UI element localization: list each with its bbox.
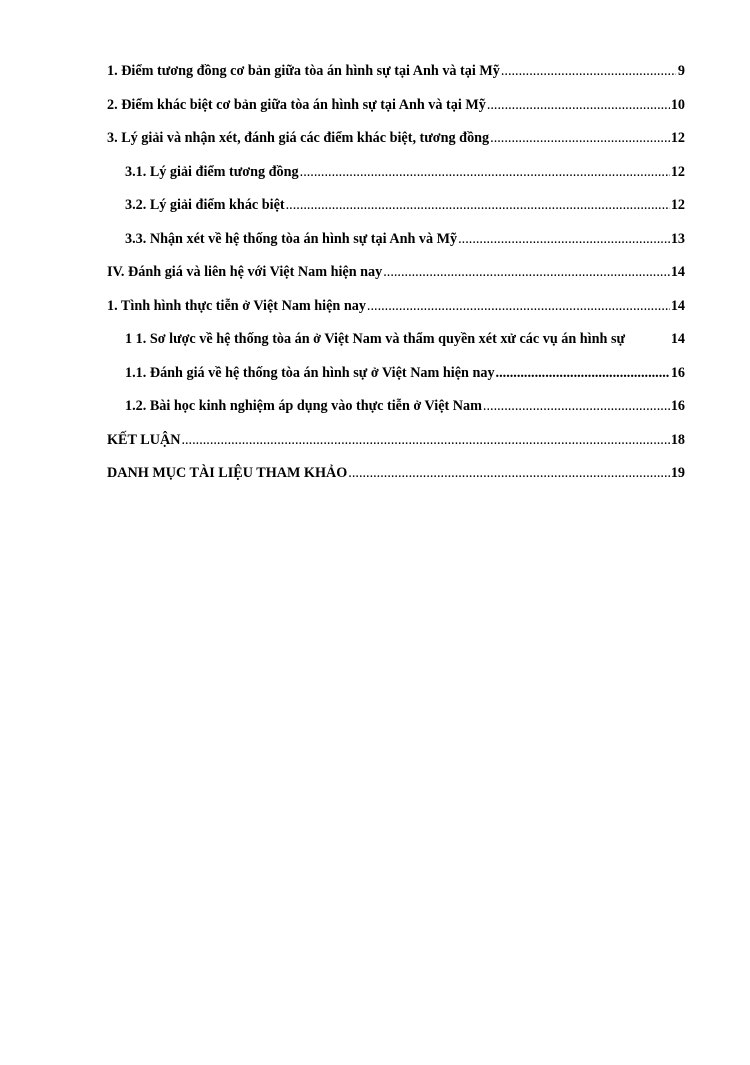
toc-leader-dots <box>181 432 669 449</box>
toc-entry-page: 12 <box>670 130 685 146</box>
toc-leader-dots <box>367 298 670 315</box>
toc-entry-title: 1. Điểm tương đồng cơ bản giữa tòa án hình sự tại Anh và tại Mỹ <box>107 63 500 79</box>
toc-entry[interactable] <box>107 365 685 399</box>
toc-entry[interactable] <box>107 97 685 131</box>
toc-entry-title: 3.2. Lý giải điểm khác biệt <box>125 197 285 213</box>
toc-entry-title: 2. Điểm khác biệt cơ bản giữa tòa án hình sự tại Anh và tại Mỹ <box>107 96 486 113</box>
toc-entry-page: 10 <box>670 96 685 113</box>
toc-entry-title: 1. Tình hình thực tiễn ở Việt Nam hiện nay <box>107 297 366 314</box>
toc-entry-page: 16 <box>670 398 685 414</box>
toc-entry[interactable] <box>107 164 685 198</box>
toc-entry-title: 1.1. Đánh giá về hệ thống tòa án hình sự ở Việt Nam hiện nay <box>125 364 495 381</box>
toc-entry-page: 14 <box>670 297 685 314</box>
toc-leader-dots <box>483 398 670 415</box>
toc-entry[interactable] <box>107 331 685 365</box>
toc-entry[interactable] <box>107 130 685 164</box>
toc-leader-dots <box>348 465 670 482</box>
toc-entry[interactable] <box>107 298 685 332</box>
toc-entry[interactable] <box>107 264 685 298</box>
toc-entry-page: 14 <box>670 264 685 280</box>
toc-entry-title: 3.1. Lý giải điểm tương đồng <box>125 163 299 180</box>
toc-entry-title: 1 1. Sơ lược về hệ thống tòa án ở Việt Nam và thẩm quyền xét xử các vụ án hình sự <box>125 331 625 347</box>
toc-entry-page: 14 <box>670 331 685 347</box>
toc-entry-page: 16 <box>670 364 685 381</box>
toc-leader-dots <box>300 164 670 181</box>
toc-entry-page: 12 <box>670 197 685 213</box>
toc-entry[interactable] <box>107 197 685 231</box>
toc-leader-dots <box>490 130 670 147</box>
toc-entry[interactable] <box>107 398 685 432</box>
toc-entry-page: 9 <box>677 63 685 79</box>
toc-leader-dots <box>286 197 670 214</box>
toc-entry-title: 3. Lý giải và nhận xét, đánh giá các điểm khác biệt, tương đồng <box>107 130 490 146</box>
toc-leader-dots <box>383 264 670 281</box>
table-of-contents <box>107 63 685 499</box>
toc-entry-title: KẾT LUẬN <box>107 431 181 448</box>
toc-entry[interactable] <box>107 432 685 466</box>
toc-entry[interactable] <box>107 465 685 499</box>
toc-entry-page: 18 <box>670 431 685 448</box>
toc-entry-title: 1.2. Bài học kinh nghiệm áp dụng vào thực tiễn ở Việt Nam <box>125 398 482 414</box>
toc-entry-page: 19 <box>670 465 685 481</box>
toc-leader-dots <box>496 365 670 382</box>
toc-entry[interactable] <box>107 231 685 265</box>
toc-entry-title: DANH MỤC TÀI LIỆU THAM KHẢO <box>107 465 348 481</box>
toc-leader-dots <box>501 63 676 80</box>
toc-leader-dots <box>458 231 670 248</box>
toc-entry-page: 12 <box>670 163 685 180</box>
toc-leader-dots <box>487 97 670 114</box>
toc-entry-title: IV. Đánh giá và liên hệ với Việt Nam hiện nay <box>107 264 383 280</box>
toc-entry[interactable] <box>107 63 685 97</box>
toc-entry-title: 3.3. Nhận xét về hệ thống tòa án hình sự tại Anh và Mỹ <box>125 230 458 247</box>
toc-entry-page: 13 <box>670 230 685 247</box>
